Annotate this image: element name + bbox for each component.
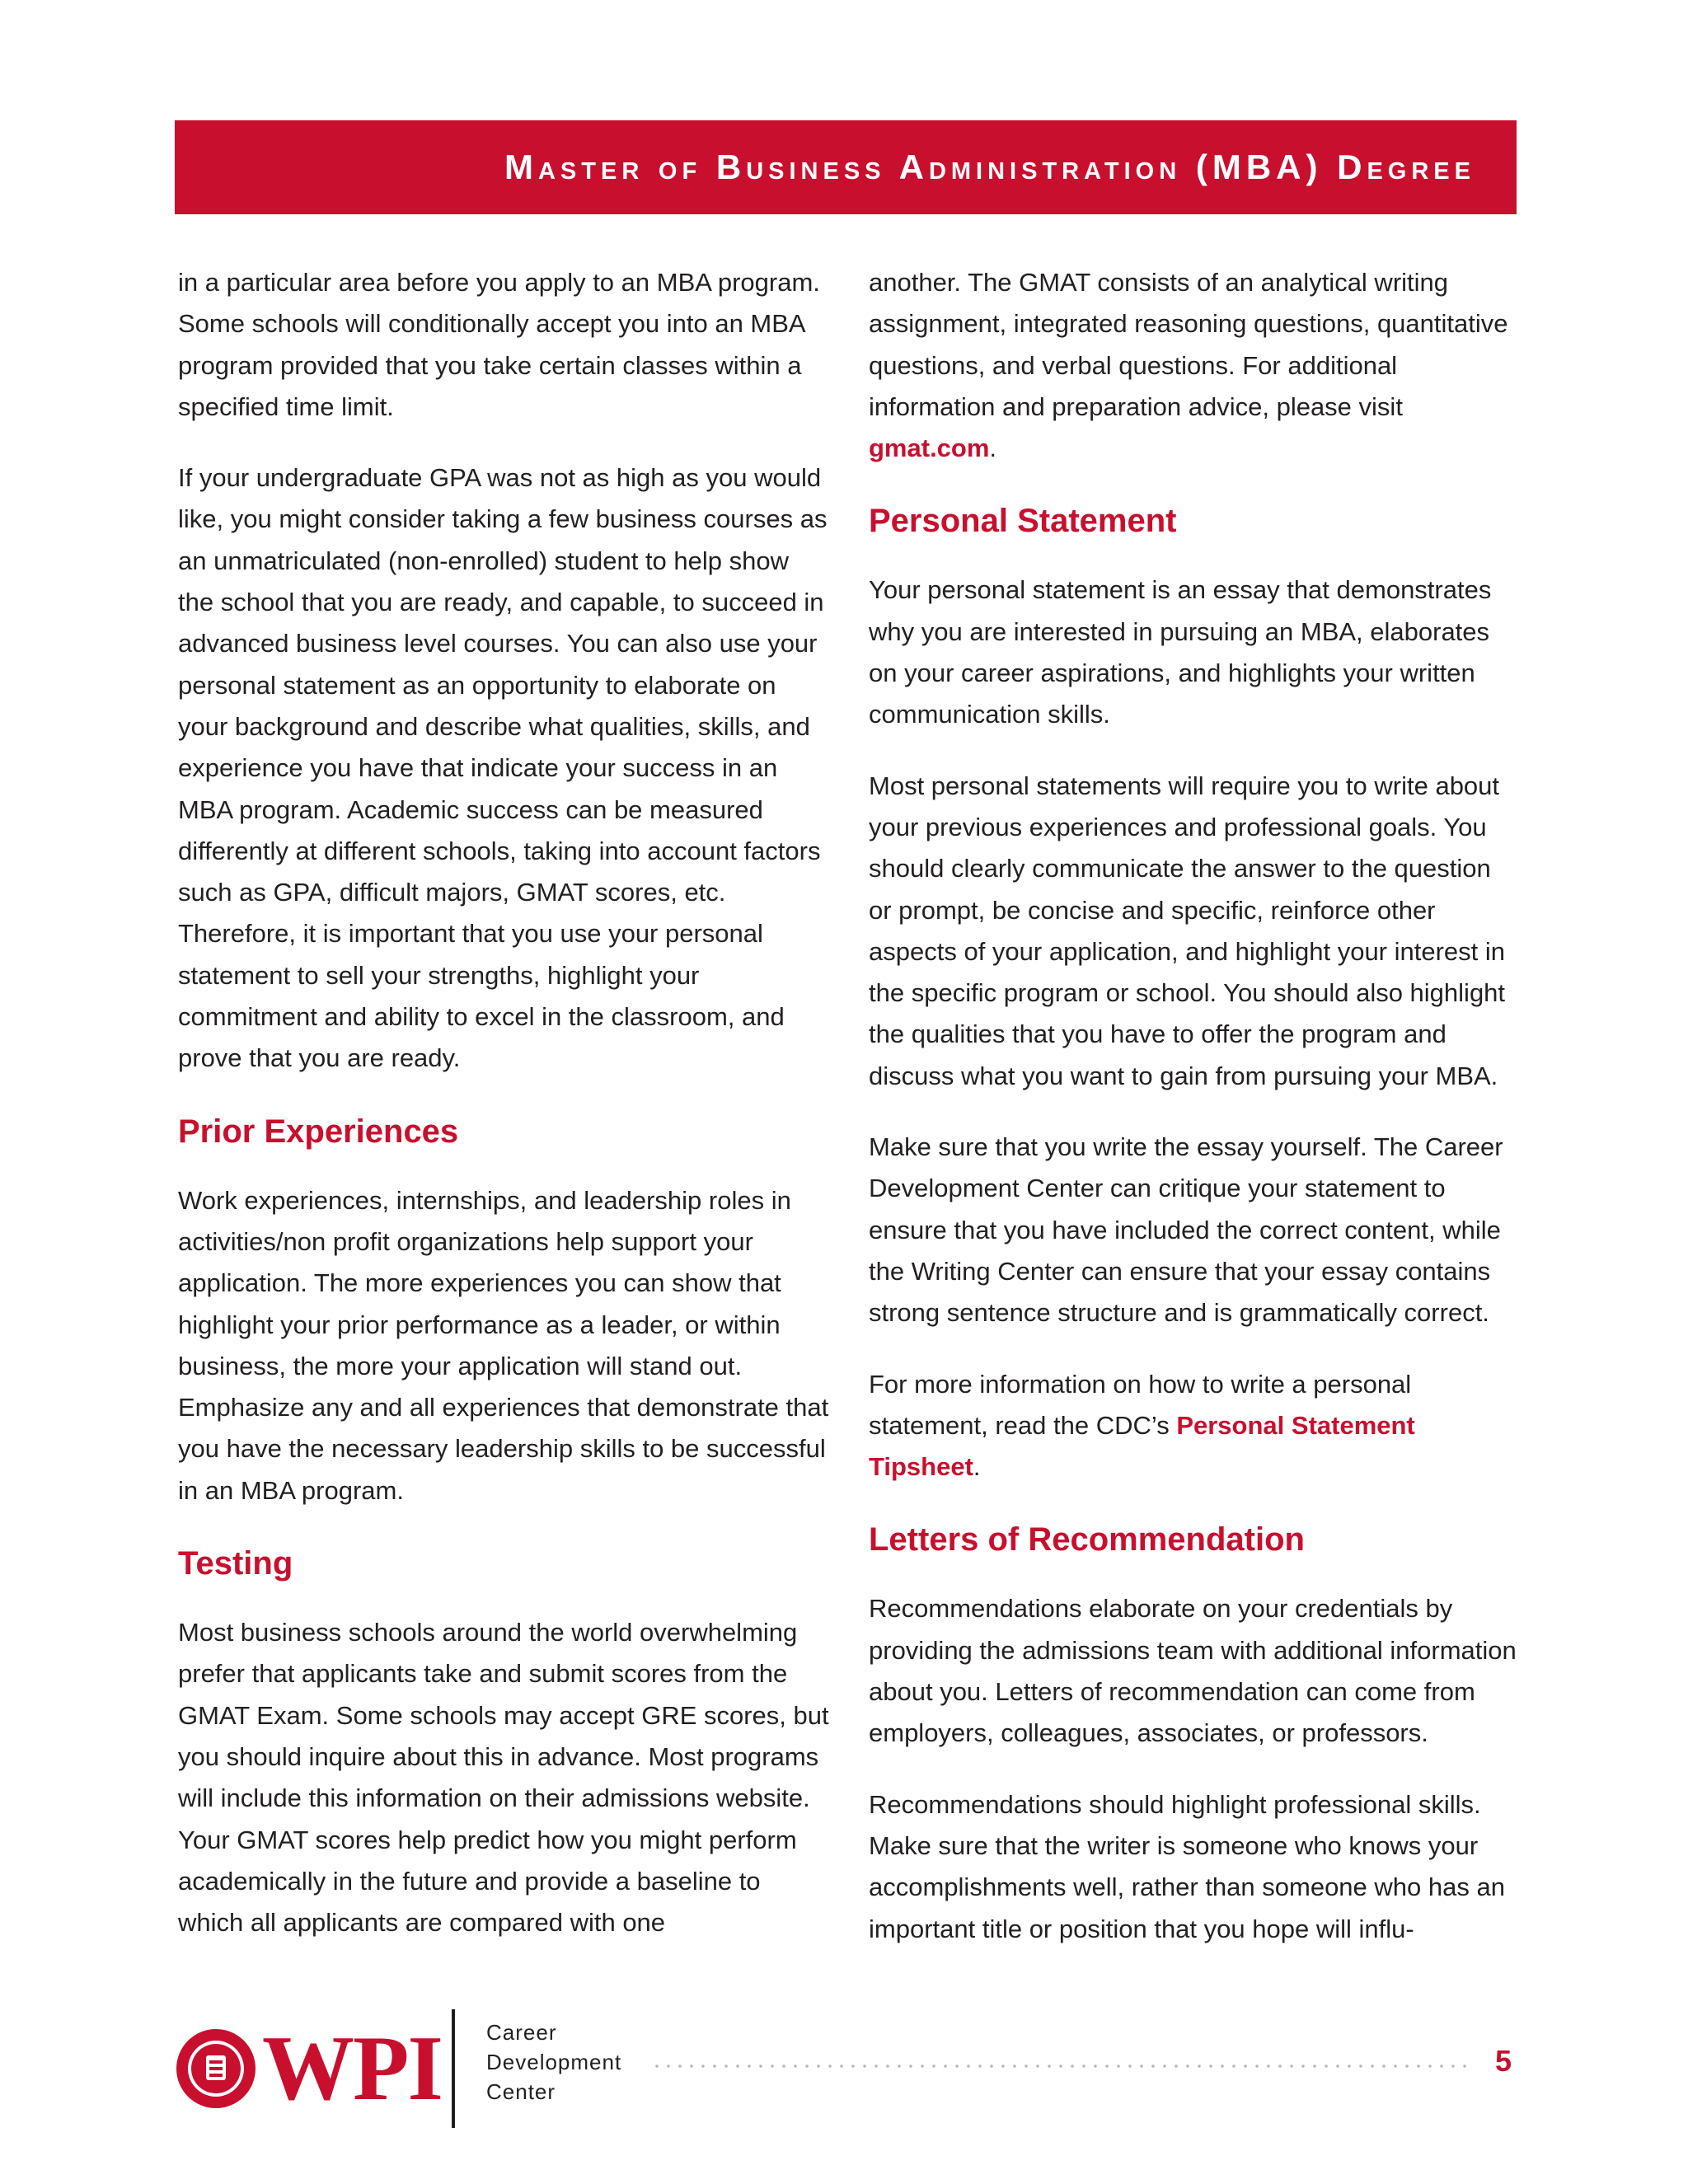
paragraph-text: another. The GMAT consists of an analytical writing assignment, integrated reasoning questions, quantitative questions, and verbal questions. For additional information and preparation advice, please visit [869,268,1508,421]
wpi-wordmark: WPI [262,2018,442,2120]
department-line: Center [486,2079,556,2104]
paragraph-end: . [973,1452,981,1482]
page-title: Master of Business Administration (MBA) Degree [504,148,1475,186]
paragraph: Work experiences, internships, and leadership roles in activities/non profit organizations help support your application. The more experiences you can show that highlight your prior performance as a leader, or within business, the more your application will stand out. Emphasize any and all experiences that demonstrate that you have the necessary leadership skills to be successful in an MBA program. [178,1185,829,1505]
paragraph: Make sure that you write the essay yourself. The Career Development Center can critique your statement to ensure that you have included the correct content, while the Writing Center can ensure that your essay contains strong sentence structure and is grammatically correct. [869,1132,1503,1328]
section-heading-testing: Testing [178,1545,293,1582]
footer-divider [452,2009,455,2128]
paragraph: Most personal statements will require you to write about your previous experiences and professional goals. You should clearly communicate the answer to the question or prompt, be concise and specific, reinforce other aspects of your application, and highlight your interest in the specific program or school. You should also highlight the qualities that you have to offer the program and discuss what you want to gain from pursuing your MBA. [869,771,1506,1090]
paragraph [869,262,1520,469]
paragraph: in a particular area before you apply to an MBA program. Some schools will conditionally accept you into an MBA program provided that you take certain classes within a specified time limit. [178,268,820,421]
personal-statement-tipsheet-link[interactable]: Personal Statement Tipsheet [869,1410,1415,1482]
gmat-link[interactable]: gmat.com [869,434,990,463]
wpi-seal-icon [175,2027,257,2110]
paragraph [869,1364,1520,1488]
paragraph: Most business schools around the world overwhelming prefer that applicants take and submit scores from the GMAT Exam. Some schools may accept GRE scores, but you should inquire about this in advance. Most programs will include this information on their admissions website. Your GMAT scores help predict how you might perform academically in the future and provide a baseline to which all applicants are compared with one [178,1618,829,1938]
paragraph: Recommendations should highlight professional skills. Make sure that the writer is someone who knows your accomplishments well, rather than someone who has an important title or position that you hope will influ- [869,1789,1505,1943]
right-column [869,262,1520,1980]
paragraph-text: For more information on how to write a personal statement, read the CDC’s [869,1369,1412,1440]
department-name [486,2018,621,2107]
paragraph: If your undergraduate GPA was not as high as you would like, you might consider taking a few business courses as an unmatriculated (non-enrolled) student to help show the school that you are ready, and capable, to succeed in advanced business level courses. You can also use your personal statement as an opportunity to elaborate on your background and describe what qualities, skills, and experience you have that indicate your success in an MBA program. Academic success can be measured differently at different schools, taking into account factors such as GPA, difficult majors, GMAT scores, etc. Therefore, it is important that you use your personal statement to sell your strengths, highlight your commitment and ability to excel in the classroom, and prove that you are ready. [178,463,828,1073]
header-banner [175,120,1517,214]
section-heading-personal-statement: Personal Statement [869,503,1177,540]
section-heading-letters-of-recommendation: Letters of Recommendation [869,1521,1305,1558]
department-line: Development [486,2050,622,2074]
department-line: Career [486,2020,557,2045]
paragraph: Recommendations elaborate on your credentials by providing the admissions team with additional information about you. Letters of recommendation can come from employers, colleagues, associates, or professors. [869,1594,1517,1748]
left-column [178,262,829,1973]
dotted-leader [651,2064,1467,2068]
section-heading-prior-experiences: Prior Experiences [178,1113,459,1150]
paragraph-end: . [989,434,997,463]
page-number: 5 [1495,2044,1512,2078]
paragraph: Your personal statement is an essay that demonstrates why you are interested in pursuing an MBA, elaborates on your career aspirations, and highlights your written communication skills. [869,575,1492,729]
